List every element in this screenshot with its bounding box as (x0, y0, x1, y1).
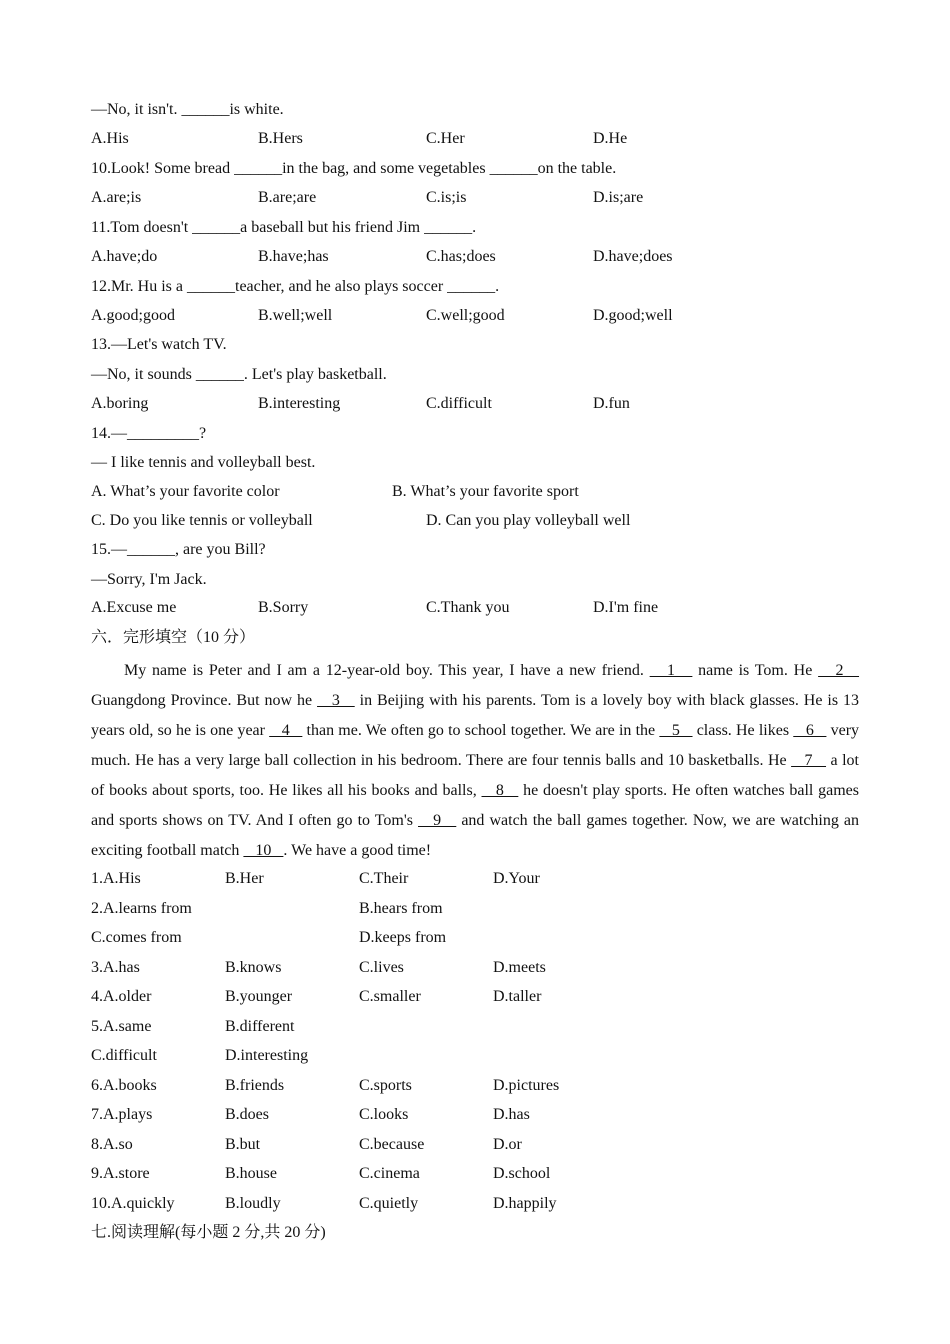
cloze3-option-a: 3.A.has (91, 959, 140, 976)
blank-2: 2 (818, 662, 860, 679)
q14-option-d: D. Can you play volleyball well (426, 512, 631, 529)
cloze1-option-c: C.Their (359, 870, 409, 887)
q10-stem: 10.Look! Some bread ______in the bag, and some vegetables ______on the table. (91, 160, 617, 177)
blank-6: 6 (793, 722, 827, 739)
q14-stem: 14.—_________? (91, 425, 207, 442)
cloze7-option-b: B.does (225, 1106, 269, 1123)
q15-option-b: B.Sorry (258, 599, 309, 616)
q15-option-c: C.Thank you (426, 599, 510, 616)
passage-text: . We have a good time! (283, 842, 432, 859)
q11-option-d: D.have;does (593, 248, 673, 265)
q15-option-d: D.I'm fine (593, 599, 659, 616)
cloze8-option-c: C.because (359, 1136, 425, 1153)
cloze8-option-a: 8.A.so (91, 1136, 133, 1153)
q12-option-d: D.good;well (593, 307, 673, 324)
q13-option-d: D.fun (593, 395, 630, 412)
blank-4: 4 (269, 722, 303, 739)
cloze9-option-d: D.school (493, 1165, 551, 1182)
q9-option-d: D.He (593, 130, 628, 147)
cloze10-option-a: 10.A.quickly (91, 1195, 175, 1212)
q13-option-a: A.boring (91, 395, 149, 412)
passage-text: in Beijing with his parents. Tom is a lovely boy with black glasses. He is 13 years old, so he is one year (91, 692, 860, 739)
q15-stem-reply: —Sorry, I'm Jack. (91, 571, 207, 588)
q12-option-b: B.well;well (258, 307, 333, 324)
q15-stem: 15.—______, are you Bill? (91, 541, 266, 558)
q13-option-b: B.interesting (258, 395, 341, 412)
cloze5-option-a: 5.A.same (91, 1018, 152, 1035)
q10-option-a: A.are;is (91, 189, 142, 206)
q12-option-a: A.good;good (91, 307, 175, 324)
cloze7-option-d: D.has (493, 1106, 530, 1123)
section6-heading: 六．完形填空（10 分） (91, 629, 256, 646)
passage-text: a lot of books about sports, too. He likes all his books and balls, (91, 752, 860, 799)
q14-stem-reply: — I like tennis and volleyball best. (91, 454, 316, 471)
cloze6-option-a: 6.A.books (91, 1077, 157, 1094)
cloze10-option-d: D.happily (493, 1195, 557, 1212)
cloze6-option-b: B.friends (225, 1077, 285, 1094)
cloze10-option-b: B.loudly (225, 1195, 281, 1212)
cloze2-option-c: C.comes from (91, 929, 182, 946)
cloze4-option-d: D.taller (493, 988, 542, 1005)
q13-stem: 13.—Let's watch TV. (91, 336, 227, 353)
q9-option-c: C.Her (426, 130, 465, 147)
blank-7: 7 (791, 752, 827, 769)
q10-option-d: D.is;are (593, 189, 644, 206)
cloze9-option-b: B.house (225, 1165, 277, 1182)
section7-heading: 七.阅读理解(每小题 2 分,共 20 分) (91, 1224, 326, 1241)
cloze4-option-c: C.smaller (359, 988, 421, 1005)
q9-option-b: B.Hers (258, 130, 303, 147)
blank-10: 10 (243, 842, 284, 859)
cloze7-option-c: C.looks (359, 1106, 409, 1123)
cloze6-option-d: D.pictures (493, 1077, 560, 1094)
cloze7-option-a: 7.A.plays (91, 1106, 153, 1123)
passage-text: and watch the ball games together. Now, we are watching an exciting football match (91, 812, 860, 859)
q11-option-c: C.has;does (426, 248, 496, 265)
q10-option-c: C.is;is (426, 189, 467, 206)
cloze9-option-a: 9.A.store (91, 1165, 150, 1182)
cloze8-option-d: D.or (493, 1136, 522, 1153)
cloze1-option-d: D.Your (493, 870, 540, 887)
passage-text: than me. We often go to school together. We are in the (302, 722, 660, 739)
passage-text: name is Tom. He (692, 662, 819, 679)
cloze2-option-a: 2.A.learns from (91, 900, 192, 917)
cloze2-option-b: B.hears from (359, 900, 443, 917)
cloze5-option-c: C.difficult (91, 1047, 157, 1064)
passage-text: class. He likes (692, 722, 794, 739)
cloze4-option-b: B.younger (225, 988, 293, 1005)
blank-9: 9 (418, 812, 457, 829)
blank-8: 8 (481, 782, 519, 799)
blank-5: 5 (659, 722, 693, 739)
cloze3-option-c: C.lives (359, 959, 404, 976)
q15-option-a: A.Excuse me (91, 599, 177, 616)
passage-text: My name is Peter and I am a 12-year-old boy. This year, I have a new friend. (124, 662, 650, 679)
cloze3-option-d: D.meets (493, 959, 546, 976)
cloze3-option-b: B.knows (225, 959, 282, 976)
cloze-passage (91, 656, 859, 866)
cloze5-option-b: B.different (225, 1018, 295, 1035)
cloze1-option-a: 1.A.His (91, 870, 141, 887)
q12-option-c: C.well;good (426, 307, 505, 324)
q11-option-b: B.have;has (258, 248, 329, 265)
cloze8-option-b: B.but (225, 1136, 261, 1153)
cloze10-option-c: C.quietly (359, 1195, 419, 1212)
q13-option-c: C.difficult (426, 395, 492, 412)
q14-option-c: C. Do you like tennis or volleyball (91, 512, 313, 529)
cloze2-option-d: D.keeps from (359, 929, 447, 946)
q11-option-a: A.have;do (91, 248, 158, 265)
q9-answer-line: —No, it isn't. ______is white. (91, 101, 284, 118)
cloze1-option-b: B.Her (225, 870, 264, 887)
passage-text: very much. He has a very large ball collection in his bedroom. There are four tennis balls and 10 basketballs. He (91, 722, 860, 769)
cloze6-option-c: C.sports (359, 1077, 412, 1094)
passage-text: Guangdong Province. But now he (91, 692, 318, 709)
cloze9-option-c: C.cinema (359, 1165, 420, 1182)
passage-text: he doesn't play sports. He often watches ball games and sports shows on TV. And I often go to Tom's (91, 782, 860, 829)
q14-option-b: B. What’s your favorite sport (392, 483, 579, 500)
q10-option-b: B.are;are (258, 189, 317, 206)
q14-option-a: A. What’s your favorite color (91, 483, 280, 500)
cloze4-option-a: 4.A.older (91, 988, 152, 1005)
q12-stem: 12.Mr. Hu is a ______teacher, and he also plays soccer ______. (91, 278, 500, 295)
q11-stem: 11.Tom doesn't ______a baseball but his friend Jim ______. (91, 219, 477, 236)
q13-stem-reply: —No, it sounds ______. Let's play basketball. (91, 366, 387, 383)
cloze5-option-d: D.interesting (225, 1047, 309, 1064)
q9-option-a: A.His (91, 130, 129, 147)
blank-3: 3 (317, 692, 355, 709)
blank-1: 1 (649, 662, 693, 679)
